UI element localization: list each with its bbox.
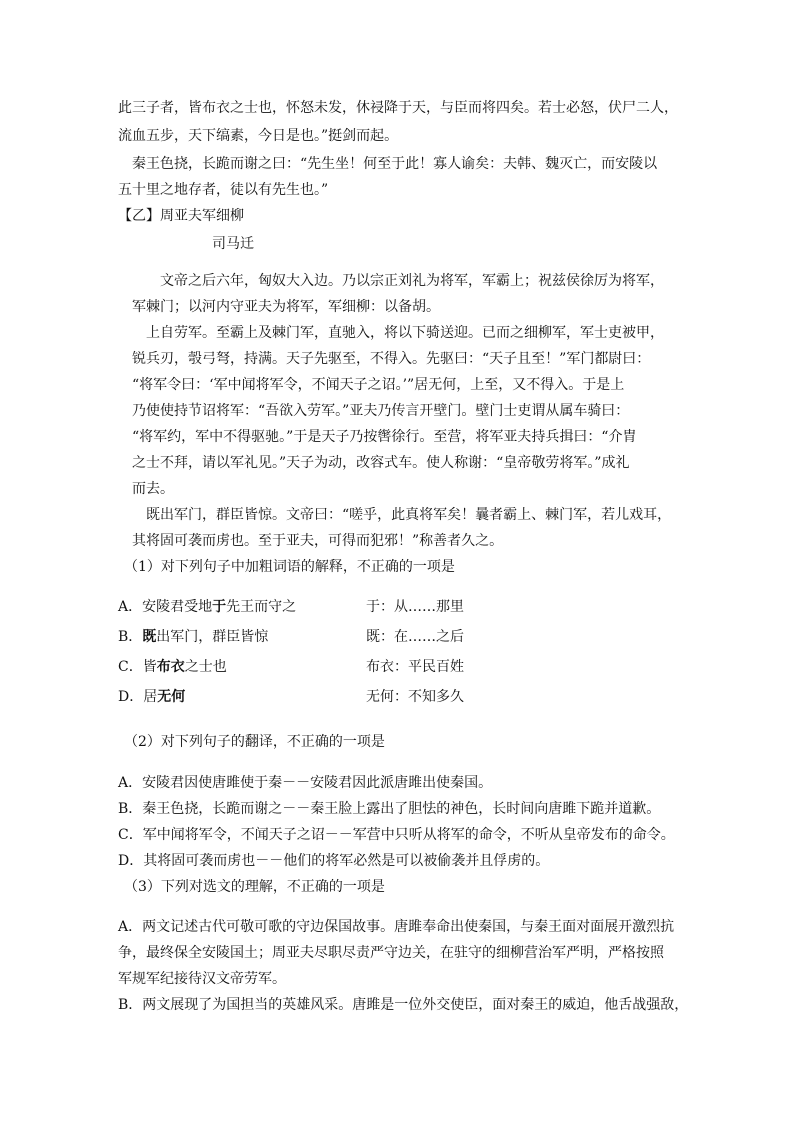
q2-stem: （2）对下列句子的翻译，不正确的一项是	[124, 734, 385, 750]
q1-option-b	[118, 627, 268, 647]
jia-line-1: 此三子者，皆布衣之士也，怀怒未发，休祲降于天，与臣而将四矣。若士必怒，伏尸二人，	[118, 100, 678, 116]
jia-line-4: 五十里之地存者，徒以有先生也。”	[118, 182, 329, 198]
yi-line-10: 既出军门，群臣皆惊。文帝曰：“嗟乎，此真将军矣！曩者霸上、棘门军，若儿戏耳，	[146, 507, 672, 523]
q1-c-text-rest: 之士也	[184, 659, 227, 675]
yi-heading: 【乙】周亚夫军细柳	[118, 208, 244, 224]
yi-line-2: 军棘门；以河内守亚夫为将军，军细柳：以备胡。	[132, 299, 440, 315]
q1-b-text-rest: 出军门，群臣皆惊	[156, 629, 269, 645]
yi-line-8: 之士不拜，请以军礼见。”天子为动，改容式车。使人称谢：“皇帝敬劳将军。”成礼	[132, 455, 630, 471]
q2-option-c: C．军中闻将军令，不闻天子之诏－－军营中只听从将军的命令，不听从皇帝发布的命令。	[118, 827, 675, 843]
q2-option-d: D．其将固可袭而虏也－－他们的将军必然是可以被偷袭并且俘虏的。	[118, 853, 550, 869]
yi-line-7: “将军约，军中不得驱驰。”于是天子乃按辔徐行。至营，将军亚夫持兵揖曰：“介胄	[132, 429, 637, 445]
q1-d-bold-word: 无何	[157, 689, 186, 705]
q3-line-2: 争，最终保全安陵国土；周亚夫尽职尽责严守边关，在驻守的细柳营治军严明，严格按照	[118, 945, 664, 961]
q1-option-d-answer: 无何：不知多久	[366, 689, 464, 705]
q1-option-c-answer: 布衣：平民百姓	[366, 659, 464, 675]
yi-line-4: 锐兵刃，彀弓弩，持满。天子先驱至，不得入。先驱曰：“天子且至！”军门都尉曰：	[132, 351, 651, 367]
q1-d-text: D．居	[118, 689, 158, 705]
yi-line-3: 上自劳军。至霸上及棘门军，直驰入，将以下骑送迎。已而之细柳军，军士吏被甲，	[146, 325, 664, 341]
q1-c-bold-word: 布衣	[156, 659, 185, 675]
q1-c-text: C．皆	[118, 659, 157, 675]
q2-option-b: B．秦王色挠，长跪而谢之－－秦王脸上露出了胆怯的神色，长时间向唐雎下跪并道歉。	[118, 801, 661, 817]
q1-a-text-rest: 先王而守之	[226, 599, 297, 615]
q3-stem: （3）下列对选文的理解，不正确的一项是	[124, 879, 385, 895]
yi-author: 司马迁	[212, 236, 254, 252]
q1-option-a-answer: 于：从……那里	[366, 599, 464, 615]
q1-option-c	[118, 657, 227, 677]
q3-line-1: A．两文记述古代可敬可歌的守边保国故事。唐雎奉命出使秦国，与秦王面对面展开激烈抗	[118, 919, 675, 935]
q2-option-a: A．安陵君因使唐雎使于秦－－安陵君因此派唐雎出使秦国。	[118, 775, 493, 791]
q1-a-text: A．安陵君受地	[118, 599, 213, 615]
yi-line-9: 而去。	[132, 481, 174, 497]
jia-line-3: 秦王色挠，长跪而谢之曰：“先生坐！何至于此！寡人谕矣：夫韩、魏灭亡，而安陵以	[132, 156, 658, 172]
jia-line-2: 流血五步，天下缟素，今日是也。”挺剑而起。	[118, 128, 399, 144]
q1-a-bold-word: 于	[212, 599, 227, 615]
yi-line-11: 其将固可袭而虏也。至于亚夫，可得而犯邪！”称善者久之。	[132, 533, 504, 549]
q3-line-3: 军规军纪接待汉文帝劳军。	[118, 971, 286, 987]
q1-stem: （1）对下列句子中加粗词语的解释，不正确的一项是	[124, 559, 455, 575]
yi-line-5: “将军令曰：‘军中闻将军令，不闻天子之诏。’”居无何，上至，又不得入。于是上	[132, 377, 625, 393]
yi-line-6: 乃使使持节诏将军：“吾欲入劳军。”亚夫乃传言开壁门。壁门士吏谓从属车骑曰：	[132, 403, 630, 419]
q1-option-a	[118, 597, 296, 617]
q1-b-bold-word: 既	[142, 629, 157, 645]
q3-line-4: B．两文展现了为国担当的英雄风采。唐雎是一位外交使臣，面对秦王的威迫，他舌战强敌，	[118, 997, 689, 1013]
q1-option-d	[118, 687, 185, 707]
q1-option-b-answer: 既：在……之后	[366, 629, 464, 645]
q1-b-text: B．	[118, 629, 143, 645]
yi-line-1: 文帝之后六年，匈奴大入边。乃以宗正刘礼为将军，军霸上；祝兹侯徐厉为将军，	[160, 273, 664, 289]
